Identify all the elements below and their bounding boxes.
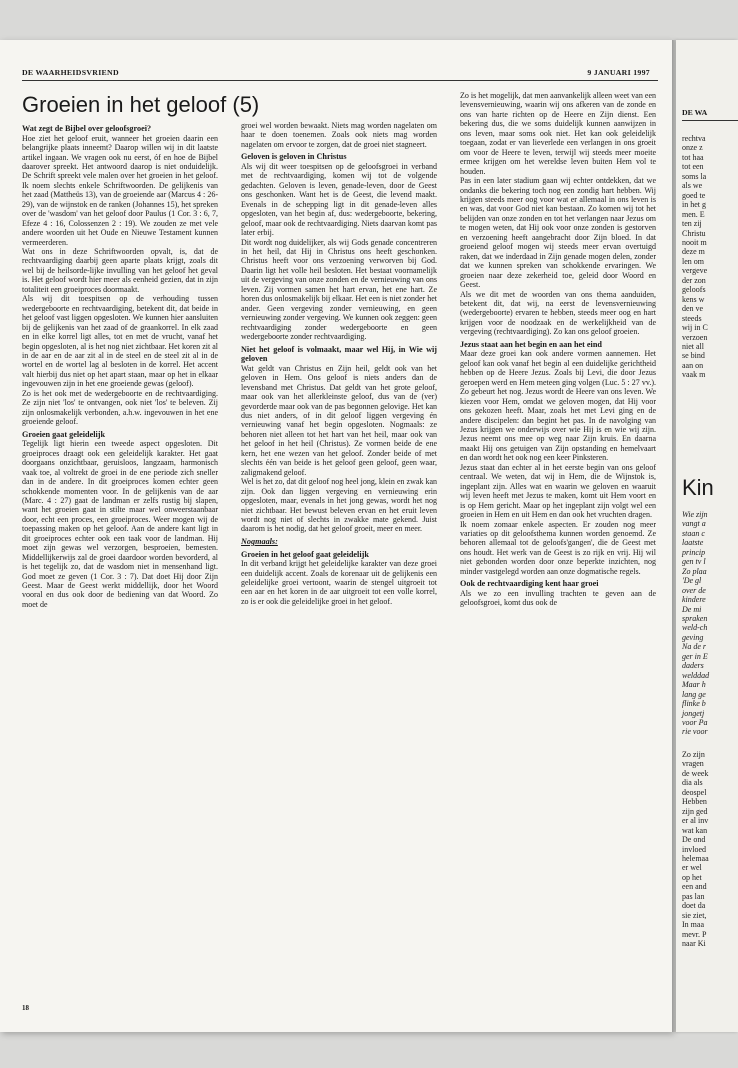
paragraph: Als wij dit toespitsen op de verhouding tussen wedergeboorte en rechtvaardiging, betekent dit, dat beide in het geloof vast liggen opgesloten. We kunnen hier aansluiten bij de gelijkenis van het zaad of de graankorrel. In elk zaad en in elke korrel ligt alles, tot en met de vrucht, vanaf het begin opgesloten, al is het nog niet zichtbaar. Het koren zit al in de aar en de aar zit al in de steel en de steel zit al in de wortel en de wortel lag al besloten in de korrel. Het accent valt hierbij dus niet op het apart staan, maar op het in elkaar ingevouwen zijn in het ene groeiende gewas (geloof). — [22, 294, 218, 389]
next-page-title: Kin — [682, 475, 714, 500]
paragraph: Maar deze groei kan ook andere vormen aannemen. Het geloof kan ook vanaf het begin al een duidelijke gerichtheid hebben op de Heere Jezus. Zoals bij Levi, die door Jezus geroepen werd en Hem meteen ging volgen (Luc. 5 : 27 vv.). Zo gebeurt het nog. Jezus wordt de Heere van ons leven. We kiezen voor Hem, omdat we geloven mogen, dat Hij voor ons gekozen heeft. Maar, zoals het met Levi ging en de andere discipelen: dan begint het pas. In de navolging van Jezus krijgen we onderwijs over wie Hij is en wie wij zijn. Jezus neemt ons mee op weg naar Zijn kruis. En daarna maakt Hij ons getuigen van Zijn opstanding en hemelvaart en dan wordt het ook nog een keer Pinksteren. — [460, 349, 656, 463]
next-page-line: kens w — [682, 294, 705, 304]
next-page-line: In maa — [682, 920, 704, 930]
next-page-line: geloofs — [682, 285, 706, 295]
issue-date: 9 JANUARI 1997 — [587, 68, 650, 77]
next-page-line: wij in C — [682, 323, 708, 333]
next-page-header: DE WA — [682, 108, 708, 117]
next-page-line: vergeve — [682, 266, 708, 276]
section-heading: Niet het geloof is volmaakt, maar wel Hij, in Wie wij geloven — [241, 344, 437, 364]
next-page-text-top — [682, 134, 738, 380]
next-page-line: weld-ch — [682, 623, 708, 633]
next-page-line: Christu — [682, 228, 706, 238]
next-page-line: daders — [682, 661, 704, 671]
next-page-line: welddad — [682, 670, 710, 680]
next-page-line: soms la — [682, 171, 707, 181]
next-page-line: er al inv — [682, 816, 709, 826]
next-page-line: princip — [682, 547, 706, 557]
next-page-line: kindere — [682, 595, 706, 605]
next-page-line: spraken — [682, 613, 708, 623]
next-page-line: laatste — [682, 538, 704, 548]
paragraph: Wat ons in deze Schriftwoorden opvalt, is, dat de rechtvaardiging daarbij geen aparte plaats krijgt, zoals dit wel bij de heilsorde-lijke invulling van het geloof het geval is. Het geloof wordt hier meer als eenheid gezien, dat in zijn totaliteit een groeiproces doormaakt. — [22, 247, 218, 294]
next-page-line: verzoen — [682, 332, 708, 342]
next-page-line: Na de r — [682, 642, 706, 652]
next-page-line: rechtva — [682, 134, 706, 143]
next-page-line: er wel — [682, 863, 702, 873]
paragraph: In dit verband krijgt het geleidelijke karakter van deze groei een duidelijk accent. Zoals de korenaar uit de gelijkenis een geleidelijke groei vertoont, waarin de stengel uitgroeit tot een aar en het koren in de aar uitgroeit tot een volle korrel, zo is er ook die geleidelijke groei in het geloof. — [241, 559, 437, 606]
paragraph: Hoe ziet het geloof eruit, wanneer het groeien daarin een belangrijke plaats inneemt? Daarop willen wij in dit laatste artikel ingaan. We vragen ook nu eerst, óf en hoe de Bijbel daarover spreekt. Het antwoord daarop is niet onduidelijk. De Schrift spreekt vele malen over het groeien in het geloof. Ik noem slechts enkele Schriftwoorden. De gelijkenis van het zaad (Mattheüs 13), van de groeiende aar (Marcus 4 : 26-29), van de wijnstok en de ranken (Johannes 15), het spreken over de 'wasdom' van het geloof door Paulus (1 Cor. 3 : 6, 7, Efeze 4 : 16, Colossenzen 2 : 19). We zouden ze met vele andere woorden uit het Oude en Nieuwe Testament kunnen vermeerderen. — [22, 133, 218, 247]
paragraph: Pas in een later stadium gaan wij echter ontdekken, dat we ondanks die bekering toch nog een zondig hart hebben. Wij krijgen steeds meer oog voor wat er allemaal in ons leven is en was, dat voor God niet kan bestaan. Zo komen wij tot het belijden van onze zonden en tot het verlangen naar Jezus om te mogen weten, dat Hij ook voor onze zonden is gestorven en verzoening heeft aangebracht door Zijn bloed. In dat groeiend geloof mogen wij steeds meer ervan overtuigd raken, dat we inderdaad in Zijn genade mogen delen, zonder dat we kunnen spreken van schokkende ervaringen. We groeien naar deze zekerheid toe, geleid door Woord en Geest. — [460, 176, 656, 290]
next-page-line: over de — [682, 585, 706, 595]
next-page-line: goed te — [682, 190, 706, 200]
next-page-line: pas lan — [682, 891, 705, 901]
column-3 — [460, 91, 656, 608]
next-page-line: flinke b — [682, 699, 706, 709]
next-page-line: De mi — [682, 604, 702, 614]
next-page-line: staan c — [682, 528, 705, 538]
next-page-line: helemaa — [682, 853, 709, 863]
next-page-line: rie voor — [682, 727, 708, 737]
next-page-line: niet all — [682, 341, 704, 351]
next-page-line: vangt a — [682, 519, 706, 529]
section-heading: Geloven is geloven in Christus — [241, 152, 347, 162]
next-page-line: lang ge — [682, 689, 706, 699]
next-page-line: de week — [682, 768, 709, 778]
paragraph: Wel is het zo, dat dit geloof nog heel jong, klein en zwak kan zijn. Ook dan liggen vergeving en vernieuwing erin opgesloten, maar, evenals in het jong gewas, wordt het nog niet zichtbaar. Het bewust beleven ervan en het eruit leven wordt nog niet of slechts in zwakke mate gekend. Juist daarom is het nodig, dat het geloof groeit, meer en meer. — [241, 477, 437, 534]
next-page-line: nooit m — [682, 237, 707, 247]
next-page-line: deze m — [682, 247, 705, 257]
next-page-line: Hebben — [682, 797, 707, 807]
next-page-line: mevr. P — [682, 929, 707, 939]
article-title: Groeien in het geloof (5) — [22, 92, 260, 117]
next-page-line: Zo plaa — [682, 566, 707, 576]
paragraph: Ik noem zomaar enkele aspecten. Er zouden nog meer variaties op dit geloofsthema kunnen worden genoemd. Ze behoren allemaal tot de geloofs'gangen', die de Geest met ons houdt. Het werk van de Geest is zo rijk en vrij. Hij wil niet gebonden worden door onze beperkte inzichten, nog minder vastgelegd worden aan onze dogmatische regels. — [460, 519, 656, 576]
next-page-line: naar Ki — [682, 939, 706, 949]
next-page-line: gen tv l — [682, 557, 706, 567]
next-page-line: De ond — [682, 835, 706, 845]
next-page-line: sie ziet, — [682, 910, 707, 920]
next-page-line: ger in E — [682, 651, 708, 661]
next-page-line: Wie zijn — [682, 510, 708, 519]
section-heading: Groeien in het geloof gaat geleidelijk — [241, 549, 369, 559]
next-page-text-bottom — [682, 750, 738, 949]
paragraph: Als we dit met de woorden van ons thema aanduiden, betekent dit, dat wij, na eerst de levensvernieuwing (wedergeboorte) ervaren te hebben, steeds meer oog en hart krijgen voor de noodzaak en de werkelijkheid van de vergeving (rechtvaardiging). Zo kan ons geloof groeien. — [460, 289, 656, 337]
next-page-line: der zon — [682, 275, 706, 285]
next-page-line: jongetj — [682, 708, 705, 718]
next-page-edge — [676, 40, 738, 1032]
next-page-line: als we — [682, 181, 703, 191]
paragraph: Tegelijk ligt hierin een tweede aspect opgesloten. Dit groeiproces draagt ook een geleidelijk karakter. Het gaat doorgaans onzichtbaar, geruisloos, langzaam, harmonisch vaak toe, al voltrekt de groei in de ene periode zich sneller dan in de andere. In dit groeiproces komen echter geen schokkende momenten voor. In de gelijkenis van de aar (Marc. 4 : 27) gaat de landman er zelfs rustig bij slapen, want het groeien gaat in stilte maar wel onweerstaanbaar door, echt een proces, een groeiproces. Weer mogen wij de toepassing maken op het geloof. Aan de andere kant ligt in dit groeiproces echter ook een taak voor de landman. Hij moet zijn gewas wel verzorgen, besproeien, bemesten. Middellijkerwijs zal de groei daardoor worden bevorderd, al is het tegelijk zo, dat de wasdom niet in mensenhand ligt. God moet ze geven (1 Cor. 3 : 7). Dat doet Hij door Zijn Geest. Maar de Geest werkt middellijk, door het Woord vooral en dus ook door de bediening van dat Woord. Zo moet de — [22, 439, 218, 609]
publication-name: DE WAARHEIDSVRIEND — [22, 68, 119, 77]
next-page-line: invloed — [682, 844, 706, 854]
paragraph: groei wel worden bewaakt. Niets mag worden nagelaten om haar te doen toenemen. Zoals ook niets mag worden nagelaten om ervoor te zorgen, dat de groei niet stagneert. — [241, 121, 437, 149]
next-page-line: vragen — [682, 759, 704, 769]
next-page-line: den ve — [682, 304, 704, 314]
paragraph: Zo is het mogelijk, dat men aanvankelijk alleen weet van een levensvernieuwing, waarin wij ons afkeren van de zonde en ons van harte richten op de Heere en Zijn dienst. Een bekering dus, die we soms duidelijk kunnen aanwijzen in ons leven, maar soms ook niet. Het kan ook geleidelijk toegaan, zodat er van lieverlede een verlangen in ons groeit om voor de Heere te leven, terwijl wij steeds meer moeite ermee krijgen om het wereldse leven buiten Hem vol te houden. — [460, 91, 656, 176]
next-page-rule — [682, 120, 738, 121]
next-page-line: Zo zijn — [682, 750, 705, 759]
next-page-line: op het — [682, 872, 702, 882]
column-2 — [241, 121, 437, 606]
next-page-line: geving — [682, 632, 704, 642]
section-heading: Wat zegt de Bijbel over geloofsgroei? — [22, 124, 152, 133]
paragraph: Wat geldt van Christus en Zijn heil, geldt ook van het geloven in Hem. Ons geloof is niets anders dan de levensband met Christus. Dat geldt van het grote geloof, maar ook van het allerkleinste geloof, dus van de (ver) gevorderde maar ook van de pas begonnen gelovige. Het kan dus niet anders, of in dit geloof liggen vergeving én vernieuwing vanaf het begin opgesloten. Nogmaals: ze behoren niet alleen tot het hart van het heil, maar ook van het geloof in het heil (Christus). Ze vormen beide de ene kern, het ene wezen van het geloof. Zonder beide of met slechts één van beide is het geloof geen geloof, geen waar, zaligmakend geloof. — [241, 363, 437, 477]
paragraph: Jezus staat dan echter al in het eerste begin van ons geloof centraal. We weten, dat wij in Hem, die de Wijnstok is, ingeplant zijn. Alles wat en waarin we geloven en waaruit wij leven heeft met Jezus te maken, komt uit Hem voort en is op Hem gericht. Maar op het ingeplant zijn volgt wel een groeien in Hem en uit Hem en dan ook het vruchten dragen. — [460, 462, 656, 520]
section-kicker: Nogmaals: — [241, 536, 278, 546]
section-heading: Ook de rechtvaardiging kent haar groei — [460, 579, 599, 589]
column-1 — [22, 121, 218, 609]
next-page-intro — [682, 510, 738, 737]
paragraph: Zo is het ook met de wedergeboorte en de rechtvaardiging. Ze zijn niet 'los' te ontvangen, ook niet 'los' te beleven. Zij zijn onlosmakelijk verbonden, a.h.w. ingevouwen in het ene groeiende geloof. — [22, 388, 218, 427]
next-page-line: steeds — [682, 313, 702, 323]
next-page-line: voor Pa — [682, 717, 708, 727]
next-page-line: een and — [682, 882, 707, 892]
next-page-line: Maar h — [682, 680, 706, 690]
next-page-line: tot een — [682, 162, 704, 172]
next-page-line: len om — [682, 256, 704, 266]
section-heading: Jezus staat aan het begin en aan het eind — [460, 339, 602, 349]
next-page-line: wat kan — [682, 825, 708, 835]
page-number: 18 — [22, 1004, 29, 1012]
paragraph: Als wij dit weer toespitsen op de geloofsgroei in verband met de rechtvaardiging, komen wij tot de volgende gedachten. Geloven is leven, genade-leven, door de Geest ons geschonken. Want het is de Geest, die levend maakt. Evenals in de schepping ligt in dit genade-leven alles opgesloten, van het begin af, dus: wedergeboorte, bekering, geloof, maar ook de rechtvaardiging. Niets daarvan komt pas later erbij. — [241, 161, 437, 238]
paragraph: Als we zo een invulling trachten te geven aan de geloofsgroei, komt dus ook de — [460, 588, 656, 608]
next-page-line: deospel — [682, 787, 707, 797]
header-rule — [22, 80, 658, 81]
next-page-line: ten zij — [682, 219, 702, 229]
section-heading: Groeien gaat geleidelijk — [22, 429, 106, 439]
next-page-line: 'De gl — [682, 576, 702, 586]
next-page-line: onze z — [682, 143, 703, 153]
next-page-line: zijn ged — [682, 806, 708, 816]
next-page-line: in het g — [682, 200, 706, 210]
next-page-line: tot haa — [682, 152, 704, 162]
next-page-line: dia als — [682, 778, 703, 788]
next-page-line: aan on — [682, 360, 704, 370]
next-page-line: vaak m — [682, 370, 706, 380]
next-page-line: men. E — [682, 209, 705, 219]
paragraph: Dit wordt nog duidelijker, als wij Gods genade concentreren in het heil, dat Hij in Christus ons heeft geschonken. Christus heeft voor ons verzoening verworven bij God. Daarin ligt het volle heil besloten. Het bestaat voornamelijk uit de vergeving van onze zonden en de vernieuwing van ons leven. Zij vormen samen het hart ervan, het ene hart. Ze horen dus onlosmakelijk bij elkaar. Het een is niet zonder het ander. Geen vergeving zonder vernieuwing, en geen vernieuwing zonder vergeving. We kunnen ook zeggen: geen rechtvaardiging zonder wedergeboorte en geen wedergeboorte zonder rechtvaardiging. — [241, 237, 437, 342]
next-page-line: doet da — [682, 901, 706, 911]
next-page-line: se bind — [682, 351, 705, 361]
